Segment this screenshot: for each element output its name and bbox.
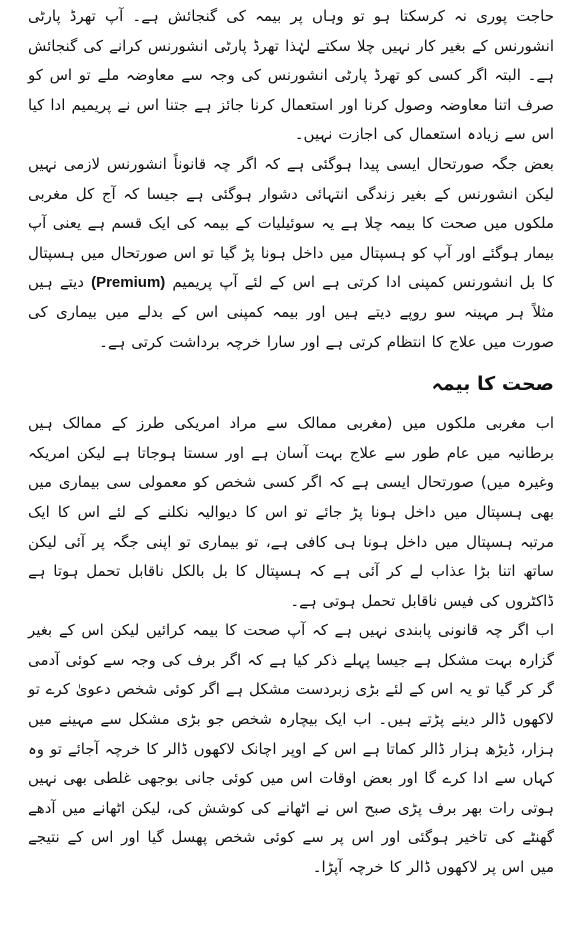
paragraph-health-insurance-intro bbox=[28, 150, 554, 357]
paragraph-legal-obligation: اب اگر چہ قانونی پابندی نہیں ہے کہ آپ صحت کا بیمہ کرائیں لیکن اس کے بغیر گزارہ بہت مشکل ہے جیسا پہلے ذکر کیا ہے کہ اگر برف کی وجہ سے کوئی آدمی گر کر گیا تو یہ اس کے لئے بڑی زبردست مشکل ہے اگر کوئی شخص دعویٰ کرے تو لاکھوں ڈالر دینے پڑتے ہیں۔ اب ایک بیچارہ شخص جو بڑی مشکل سے مہینے میں ہزار، ڈیڑھ ہزار ڈالر کماتا ہے اس کے اوپر اچانک لاکھوں ڈالر کا خرچہ آجائے تو وہ کہاں سے ادا کرے گا اور بعض اوقات اس میں کوئی جانی بوجھی غلطی بھی نہیں ہوتی رات بھر برف پڑی صبح اس نے اٹھانے کی کوشش کی، لیکن اٹھانے میں آدھے گھنٹے کی تاخیر ہوگئی اور اس پر سے کوئی شخص پھسل گیا اور اس کے نتیجے میں اس پر لاکھوں ڈالر کا خرچہ آپڑا۔ bbox=[28, 621, 554, 877]
paragraph-text-before-latin: بعض جگہ صورتحال ایسی پیدا ہوگئی ہے کہ اگر چہ قانوناً انشورنس لازمی نہیں لیکن انشورنس کے بغیر زندگی انتہائی دشوار ہوگئی ہے جیسا کہ آج کل مغربی ملکوں میں صحت کا بیمہ چلا ہے یہ سوئیلیات کے بیمہ کی ایک قسم ہے یعنی آپ بیمار ہوگئے اور آپ کو ہسپتال میں داخل ہونا پڑ گیا تو اس صورتحال میں ہسپتال کا بل انشورنس کمپنی ادا کرتی ہے اس کے لئے آپ پریمیم bbox=[28, 154, 555, 292]
premium-latin-term: (Premium) bbox=[91, 274, 166, 292]
paragraph-third-party-insurance: حاجت پوری نہ کرسکتا ہو تو وہاں پر بیمہ کی گنجائش ہے۔ آپ تھرڈ پارٹی انشورنس کے بغیر کار نہیں چلا سکتے لہٰذا تھرڈ پارٹی انشورنس کرانے کی گنجائش ہے۔ البتہ اگر کسی کو تھرڈ پارٹی انشورنس کی وجہ سے معاوضہ ملے تو اس کو صرف اتنا معاوضہ وصول کرنا اور استعمال کرنا جائز ہے جتنا اس نے پریمیم ادا کیا اس سے زیادہ استعمال کی اجازت نہیں۔ bbox=[28, 7, 554, 144]
paragraph-western-countries: اب مغربی ملکوں میں (مغربی ممالک سے مراد امریکی طرز کے ممالک ہیں برطانیہ میں عام طور سے علاج بہت آسان ہے اور سستا ہوجاتا ہے لیکن امریکہ وغیرہ میں) صورتحال ایسی ہے کہ اگر کسی شخص کو معمولی سی بیماری میں بھی ہسپتال میں داخل ہونا پڑ جائے تو اس کا دیوالیہ نکلنے کے لئے اس کا ایک مرتبہ ہسپتال میں داخل ہونا ہی کافی ہے، تو بیماری تو اپنی جگہ پر آئی لیکن ساتھ اتنا بڑا عذاب لے کر آئی ہے کہ ہسپتال کا بل بالکل ناقابل تحمل ہوتا ہے ڈاکٹروں کی فیس ناقابل تحمل ہوتی ہے۔ bbox=[28, 414, 554, 610]
article-page bbox=[28, 2, 554, 926]
paragraph-text-after-latin: دیتے ہیں مثلاً ہر مہینہ سو روپے دیتے ہیں اور بیمہ کمپنی اس کے بدلے میں بیماری کی صورت میں علاج کا انتظام کرتی ہے اور سارا خرچہ برداشت کرتی ہے۔ bbox=[28, 273, 554, 351]
section-heading-health-insurance: صحت کا بیمہ bbox=[431, 373, 554, 396]
